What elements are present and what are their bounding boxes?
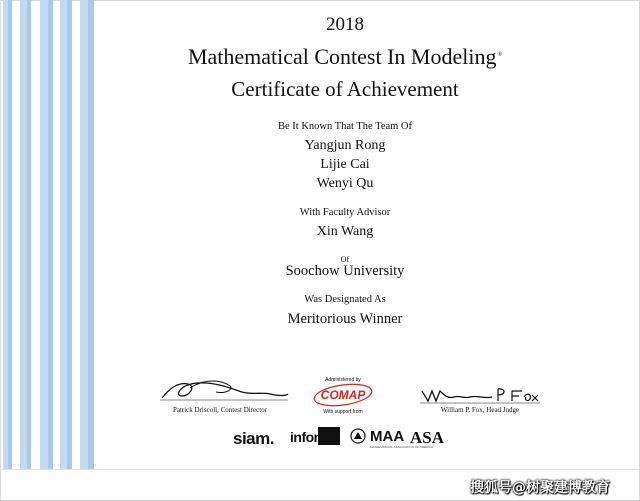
contest-title (120, 44, 570, 70)
asa-logo: ASA (410, 428, 445, 447)
designated-label: Was Designated As (304, 294, 386, 305)
decorative-stripes (0, 0, 100, 470)
comap-logo-text: COMAP (320, 388, 366, 402)
known-line: Be It Known That The Team Of (278, 121, 412, 132)
certificate-subtitle: Certificate of Achievement (231, 77, 459, 101)
watermark: 搜狐号@树聚建博教育 (470, 480, 610, 496)
stripe (3, 0, 12, 470)
informs-logo: informs (290, 429, 338, 445)
university-name: Soochow University (285, 263, 405, 279)
contest-year: 2018 (326, 14, 364, 35)
judge-label: William P. Fox, Head Judge (440, 406, 520, 414)
comap-logo (312, 383, 374, 407)
registered-mark: ® (497, 52, 503, 58)
team-member: Wenyi Qu (316, 176, 374, 191)
team-member: Yangjun Rong (304, 138, 386, 153)
maa-logo-subtitle: MATHEMATICAL ASSOCIATION OF AMERICA (370, 445, 434, 449)
of-label: Of (340, 255, 350, 264)
advisor-name: Xin Wang (316, 224, 374, 239)
maa-emblem-icon (350, 428, 366, 444)
maa-logo: MAA (370, 428, 405, 445)
stripe (80, 0, 94, 470)
bottom-divider (0, 469, 640, 470)
director-signature (160, 374, 290, 404)
award-title: Meritorious Winner (287, 311, 403, 327)
stripe (60, 0, 72, 470)
contest-title-text: Mathematical Contest In Modeling (187, 44, 497, 69)
director-label: Patrick Driscoll, Contest Director (172, 406, 268, 414)
siam-logo: siam. (233, 429, 274, 448)
team-member: Lijie Cai (320, 157, 370, 172)
judge-signature (420, 383, 540, 405)
support-label: With support from (323, 409, 363, 415)
advisor-label: With Faculty Advisor (299, 207, 391, 218)
stripe (20, 0, 31, 470)
stripe (40, 0, 53, 470)
administered-by-label: Administered by (325, 377, 361, 383)
